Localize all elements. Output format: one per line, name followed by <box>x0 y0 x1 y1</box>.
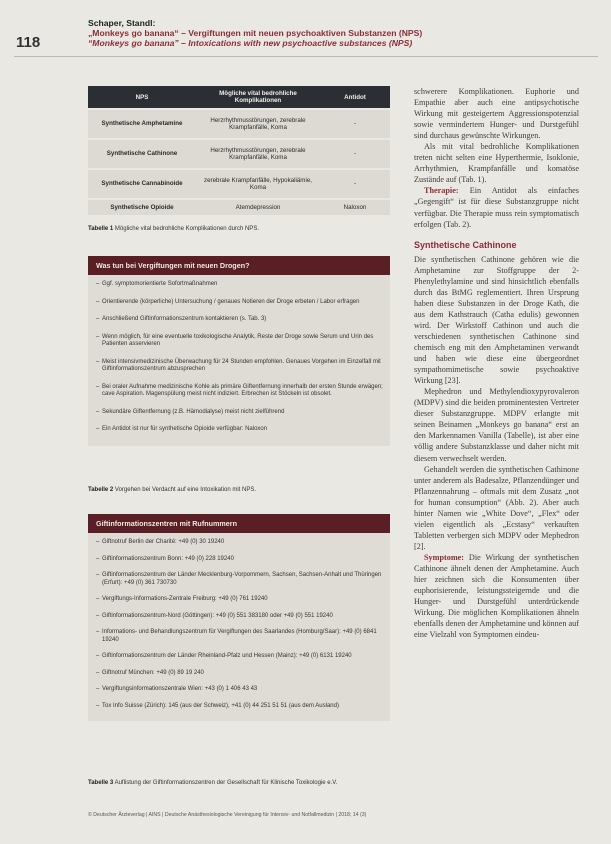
caption-label: Tabelle 2 <box>88 487 114 493</box>
paragraph-text: Ein Antidot als einfaches „Gegengift“ ist für diese Substanzgruppe nicht verfügbar. Die Therapie muss rein symptomatisch erfolgen (Tab. 2). <box>414 186 579 229</box>
bullet-dash: – <box>96 629 100 635</box>
cell-complications: Herzrhythmusstörungen, zerebrale Krampfanfälle, Koma <box>210 116 306 131</box>
bullet-dash: – <box>96 539 100 545</box>
paragraph <box>414 552 579 640</box>
list-item-text: Informations- und Behandlungszentrum für Vergiftungen des Saarlandes (Homburg/Saar): +49 (0) 6841 19240 <box>102 629 377 643</box>
paragraph-text: Die Wirkung der synthetischen Cathinone ähnelt denen der Amphetamine. Auch hier zeichnen sich die Konsumenten über euphorisierende, leistungssteigernde und die Hunger- und Durstgefühl unterdrückende Wirkung. Die möglichen Komplikationen ähneln ebenfalls denen der Amphetamine und können auf eine Vielzahl von Symptomen eindeu- <box>414 552 579 640</box>
list-item <box>88 407 390 419</box>
list-item <box>88 594 390 606</box>
cell-complications: zerebrale Krampfanfälle, Hypokaliämie, Koma <box>204 176 312 191</box>
list-item-text: Giftinformationszentrum der Länder Mecklenburg-Vorpommern, Sachsen, Sachsen-Anhalt und Thüringen (Erfurt): +49 (0) 361 730730 <box>102 572 382 586</box>
caption-text: Mögliche vital bedrohliche Komplikationen durch NPS. <box>114 226 259 232</box>
list-item <box>88 382 390 401</box>
bullet-dash: – <box>96 596 100 602</box>
body-text-column <box>414 86 579 640</box>
list-item-text: Tox Info Suisse (Zürich): 145 (aus der Schweiz), +41 (0) 44 251 51 51 (aus dem Ausland) <box>102 702 339 709</box>
table-row <box>88 198 390 215</box>
article-header <box>88 18 588 48</box>
list-item <box>88 627 390 646</box>
keyword-symptome: Symptome: <box>424 552 465 562</box>
bullet-dash: – <box>96 612 100 619</box>
list-item-text: Giftinformationszentrum Bonn: +49 (0) 228 19240 <box>102 555 234 562</box>
caption-label: Tabelle 3 <box>88 780 114 786</box>
list-item <box>88 668 390 680</box>
table-row <box>88 168 390 198</box>
cell-antidot: - <box>353 120 357 128</box>
list-item <box>88 651 390 663</box>
bullet-dash: – <box>96 358 100 365</box>
cell-nps: Synthetische Amphetamine <box>101 120 183 128</box>
cell-complications: Atemdepression <box>235 203 281 211</box>
paragraph: Die synthetischen Cathinone gehören wie die Amphetamine zur Stoffgruppe der 2-Phenylethylamine und sind hinsichtlich ebenfalls durch das BtMG reglementiert. Ihren Ursprung haben diese Substanzen in der Droge Kath, die aus dem Kathstrauch (Catha edulis) gewonnen wird. Der Wirkstoff Cathinon und auch die verschiedenen synthetischen Cathinone sind chemisch eng mit den Amphetaminen verwandt und haben wie diese eine übergeordnet sympathomimetische sowie psychoaktive Wirkung [23]. <box>414 254 579 386</box>
list-item-text: Vergiftungs-Informations-Zentrale Freiburg: +49 (0) 761 19240 <box>102 596 268 602</box>
bullet-dash: – <box>96 383 100 390</box>
cell-nps: Synthetische Cathinone <box>106 150 178 158</box>
list-item-text: Ggf. symptomorientierte Sofortmaßnahmen <box>102 281 218 287</box>
list-item-text: Giftinformationszentrum-Nord (Göttingen): +49 (0) 551 383180 oder +49 (0) 551 19240 <box>102 612 333 619</box>
list-item <box>88 357 390 376</box>
list-item-text: Giftinformationszentrum der Länder Rheinland-Pfalz und Hessen (Mainz): +49 (0) 6131 19240 <box>102 653 352 659</box>
cell-complications: Herzrhythmusstörungen, zerebrale Krampfanfälle, Koma <box>210 146 306 161</box>
bullet-dash: – <box>96 281 100 287</box>
list-item-text: Giftnotruf Berlin der Charité: +49 (0) 30 19240 <box>102 539 225 545</box>
paragraph: schwerere Komplikationen. Euphorie und Empathie aber auch eine antipsychotische Wirkung mit gesteigertem Aggressionspotenzial sowie vermindertem Hunger- und Durstgefühl sind durchaus gewünschte Wirkungen. <box>414 87 579 141</box>
bullet-dash: – <box>96 686 100 692</box>
table-row <box>88 138 390 168</box>
table-row <box>88 108 390 138</box>
list-item <box>88 279 390 291</box>
title-german: „Monkeys go banana“ – Vergiftungen mit neuen psychoaktiven Substanzen (NPS) <box>88 28 423 38</box>
list-item-text: Orientierende (körperliche) Untersuchung / genaues Notieren der Droge erbeten / Labor erfragen <box>102 298 360 305</box>
list-item-text: Meist intensivmedizinische Überwachung für 24 Stunden empfohlen. Genaues Vorgehen im Einzelfall mit Giftinformationszentrum abzusprechen <box>102 358 381 372</box>
col-header-antidot: Antidot <box>344 93 366 101</box>
table1-caption <box>88 226 259 232</box>
bullet-dash: – <box>96 298 100 305</box>
list-item <box>88 297 390 309</box>
cell-nps: Synthetische Opioide <box>110 203 174 211</box>
procedure-box <box>88 256 390 446</box>
list-item <box>88 537 390 549</box>
authors: Schaper, Standl: <box>88 18 156 28</box>
poison-centers-list <box>88 533 390 721</box>
table-header-row <box>88 86 390 108</box>
list-item <box>88 424 390 436</box>
title-english: “Monkeys go banana” – Intoxications with new psychoactive substances (NPS) <box>88 38 413 48</box>
cell-nps: Synthetische Cannabinoide <box>101 180 183 188</box>
list-item-text: Ein Antidot ist nur für synthetische Opioide verfügbar: Naloxon <box>102 426 268 432</box>
caption-text: Auflistung der Giftinformationszentren der Gesellschaft für Klinische Toxikologie e.V. <box>114 780 338 786</box>
list-item-text: Vergiftungsinformationszentrale Wien: +43 (0) 1 406 43 43 <box>102 686 258 692</box>
col-header-complications: Mögliche vital bedrohliche Komplikationen <box>219 90 297 104</box>
poison-centers-box <box>88 514 390 721</box>
list-item-text: Bei oraler Aufnahme medizinische Kohle als primäre Giftentfernung innerhalb der ersten Stunde erwägen; cave Aspiration. Magenspülung meist nicht indiziert. Erbrechen ist Stöckeln ist obsolet. <box>102 383 383 397</box>
list-item <box>88 314 390 326</box>
keyword-therapie: Therapie: <box>424 186 459 196</box>
list-item-text: Giftnotruf München: +49 (0) 89 19 240 <box>102 669 204 676</box>
paragraph: Als mit vital bedrohliche Komplikationen treten nicht selten eine Hyperthermie, Isoklonie, Arrhythmien, Krampfanfälle und komatöse Zustände auf (Tab. 1). <box>414 142 579 185</box>
bullet-dash: – <box>96 653 100 659</box>
bullet-dash: – <box>96 572 100 578</box>
bullet-dash: – <box>96 316 100 322</box>
header-rule <box>14 56 598 57</box>
cell-antidot: - <box>353 150 357 158</box>
caption-label: Tabelle 1 <box>88 226 114 232</box>
box-title: Giftinformationszentren mit Rufnummern <box>88 514 390 533</box>
section-heading: Synthetische Cathinone <box>414 239 517 250</box>
bullet-dash: – <box>96 333 100 340</box>
list-item <box>88 554 390 566</box>
table3-caption <box>88 780 390 786</box>
col-header-nps: NPS <box>135 93 149 101</box>
footer: © Deutscher Ärzteverlag | AINS | Deutsche Anästhesiologische Vereinigung für Intensiv- und Notfallmedizin | 2018; 14 (3) <box>88 812 367 818</box>
cell-antidot: - <box>353 180 357 188</box>
list-item-text: Anschließend Giftinformationszentrum kontaktieren (s. Tab. 3) <box>102 316 267 322</box>
paragraph: Mephedron und Methylendioxypyrovaleron (MDPV) sind die beiden prominentesten Vertreter dieser Substanzgruppe. MDPV erlangte mit seinen Beinamen „Monkeys go banana“ erst an den Markennamen Vanilla (Tabelle), ist aber eine völlig andere Substanzklasse und daher nicht mit diesem verwechselt werden. <box>414 387 579 463</box>
list-item <box>88 332 390 351</box>
bullet-dash: – <box>96 669 100 676</box>
paragraph: Gehandelt werden die synthetischen Cathinone unter anderem als Badesalze, Pflanzendünger und Pflanzennahrung – oftmals mit dem Zusatz „not for human consumption“ (Abb. 2). Aber auch hinter Namen wie „White Dove“, „Flex“ oder vielen eigentlich als „Ecstasy“ verkauften Tabletten verbergen sich MDPV oder Mephedron [2]. <box>414 464 579 551</box>
complications-table <box>88 86 390 215</box>
bullet-dash: – <box>96 702 100 709</box>
list-item-text: Wenn möglich, für eine eventuelle toxikologische Analytik, Reste der Droge sowie Serum und Urin des Patienten asservieren <box>102 333 374 347</box>
list-item <box>88 570 390 589</box>
list-item <box>88 611 390 623</box>
bullet-dash: – <box>96 426 100 432</box>
caption-text: Vorgehen bei Verdacht auf eine Intoxikation mit NPS. <box>114 487 256 493</box>
list-item <box>88 684 390 696</box>
bullet-dash: – <box>96 555 100 562</box>
bullet-dash: – <box>96 408 100 415</box>
table2-caption <box>88 487 256 493</box>
list-item-text: Sekundäre Giftentfernung (z.B. Hämodialyse) meist nicht zielführend <box>102 408 285 415</box>
page-number: 118 <box>16 34 41 51</box>
procedure-list <box>88 275 390 446</box>
cell-antidot: Naloxon <box>343 203 367 211</box>
box-title: Was tun bei Vergiftungen mit neuen Drogen? <box>88 256 390 275</box>
list-item <box>88 701 390 713</box>
paragraph <box>414 185 579 229</box>
